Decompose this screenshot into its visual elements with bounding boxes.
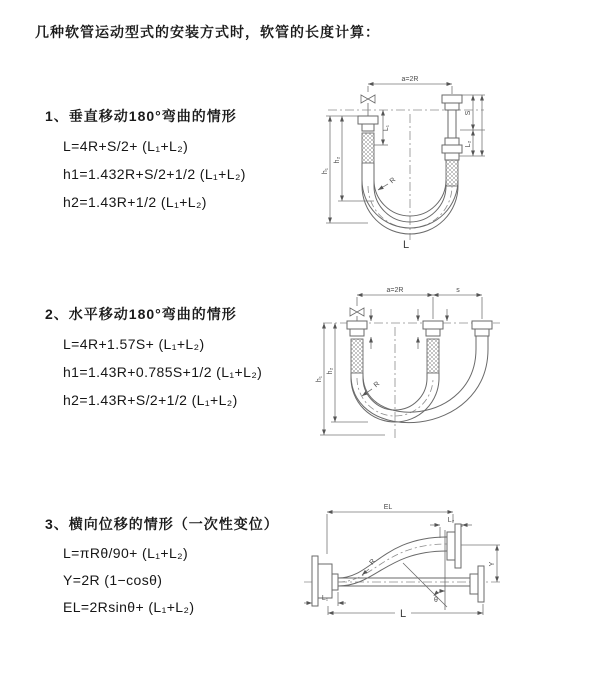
dim-a2r xyxy=(357,287,433,295)
radius-callout xyxy=(362,558,377,575)
dim-s xyxy=(460,95,485,130)
dim-h1 xyxy=(322,116,368,223)
right-pipe xyxy=(472,321,492,349)
section-2-formula-L: L=4R+1.57S+ (L₁+L₂) xyxy=(63,336,205,352)
dim-label-s: s xyxy=(456,287,460,294)
section-1-formula-L: L=4R+S/2+ (L₁+L₂) xyxy=(63,138,189,154)
hose-curves xyxy=(351,349,488,423)
upper-fitting xyxy=(447,524,461,568)
valve-icon xyxy=(350,308,364,321)
section-2 xyxy=(45,304,262,408)
dim-label-L: L xyxy=(399,608,407,620)
section-2-formula-h2: h2=1.43R+S/2+1/2 (L₁+L₂) xyxy=(63,392,238,408)
dim-label-y: Y xyxy=(489,561,496,567)
dim-label-r: R xyxy=(388,176,398,186)
dim-l1 xyxy=(304,592,346,606)
left-pipe xyxy=(347,321,367,373)
dim-label-r: R xyxy=(372,380,382,390)
middle-pipe xyxy=(423,321,443,373)
dim-label-h1: h₁ xyxy=(322,167,329,175)
right-fitting xyxy=(470,566,484,602)
dim-label-L: L xyxy=(402,239,410,251)
diagram-horizontal-180-bend xyxy=(310,283,535,448)
dim-L xyxy=(328,604,483,620)
hose-s-curve xyxy=(338,537,447,586)
dim-label-s: S xyxy=(465,110,472,116)
left-pipe xyxy=(358,116,378,186)
section-3-formula-Y: Y=2R (1−cosθ) xyxy=(63,572,163,588)
dim-label-a2r: a=2R xyxy=(386,287,404,294)
diagram-vertical-180-bend xyxy=(312,68,507,256)
braid-section xyxy=(351,339,363,373)
dim-l1 xyxy=(374,110,390,145)
dim-label-el: EL xyxy=(383,504,393,511)
dim-label-l1: L₁ xyxy=(321,595,329,602)
dim-label-h2: h₂ xyxy=(334,156,341,164)
dim-el xyxy=(327,504,453,554)
dim-label-a2r: a=2R xyxy=(401,76,419,83)
braid-section xyxy=(427,339,439,373)
right-pipe xyxy=(442,95,462,186)
page-title: 几种软管运动型式的安装方式时，软管的长度计算： xyxy=(35,24,380,40)
angle-theta xyxy=(403,530,447,610)
dim-a2r xyxy=(368,76,452,94)
radius-callout xyxy=(378,177,397,190)
section-1-formula-h1: h1=1.432R+S/2+1/2 (L₁+L₂) xyxy=(63,166,246,182)
dim-label-l1: L₁ xyxy=(383,124,390,132)
section-2-heading: 2、水平移动180°弯曲的情形 xyxy=(45,306,237,322)
dim-label-h2: h₂ xyxy=(327,367,334,375)
braid-section xyxy=(362,133,374,163)
section-1 xyxy=(45,106,246,210)
dim-label-theta: θ xyxy=(434,597,438,604)
section-2-formula-h1: h1=1.43R+0.785S+1/2 (L₁+L₂) xyxy=(63,364,263,380)
dim-label-l2: L₂ xyxy=(465,140,472,148)
section-1-formula-h2: h2=1.43R+1/2 (L₁+L₂) xyxy=(63,194,207,210)
valve-icon xyxy=(361,95,375,116)
dim-s xyxy=(433,287,482,295)
diagram-lateral-displacement xyxy=(300,500,562,632)
section-3-formula-EL: EL=2Rsinθ+ (L₁+L₂) xyxy=(63,599,195,615)
dim-label-r: R xyxy=(368,557,378,567)
dim-l2 xyxy=(459,95,485,156)
dim-h1 xyxy=(316,323,385,435)
section-3-heading: 3、横向位移的情形（一次性变位） xyxy=(45,516,279,532)
dim-label-l2: L₂ xyxy=(447,517,455,524)
section-3 xyxy=(45,514,279,615)
dim-label-h1: h₁ xyxy=(316,375,323,383)
section-3-formula-L: L=πRθ/90+ (L₁+L₂) xyxy=(63,545,189,561)
section-1-heading: 1、垂直移动180°弯曲的情形 xyxy=(45,108,237,124)
braid-section xyxy=(446,160,458,186)
